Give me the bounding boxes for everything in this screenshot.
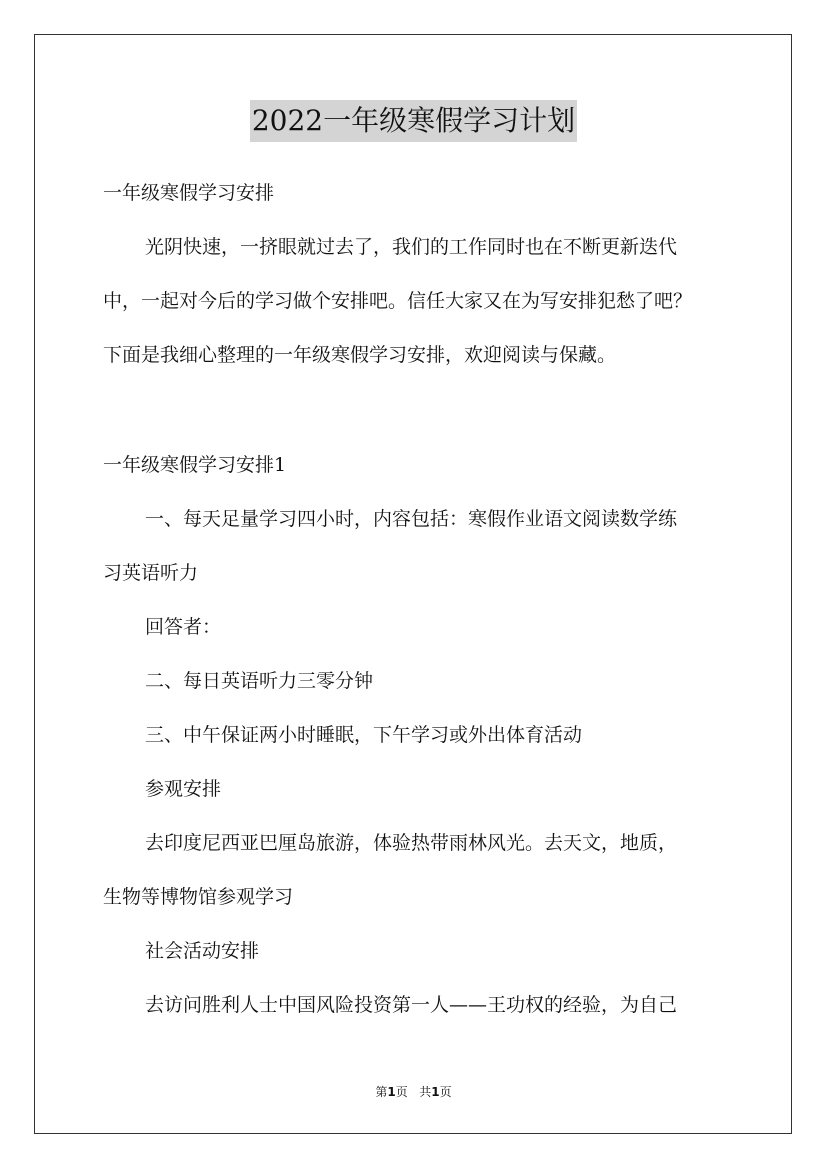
paragraph-line: 社会活动安排 <box>145 940 260 962</box>
paragraph-line: 回答者： <box>145 616 222 638</box>
paragraph-line: 去访问胜利人士中国风险投资第一人——王功权的经验，为自己 <box>145 994 678 1016</box>
paragraph-line: 三、中午保证两小时睡眠，下午学习或外出体育活动 <box>145 724 583 746</box>
paragraph-line: 下面是我细心整理的一年级寒假学习安排，欢迎阅读与保藏。 <box>103 344 617 366</box>
paragraph-line: 二、每日英语听力三零分钟 <box>145 670 374 692</box>
paragraph-line: 生物等博物馆参观学习 <box>103 886 294 908</box>
paragraph-line: 去印度尼西亚巴厘岛旅游，体验热带雨林风光。去天文，地质， <box>145 832 678 854</box>
section-heading: 一年级寒假学习安排 <box>103 182 275 204</box>
title-container <box>0 100 827 142</box>
paragraph-line: 光阴快速，一挤眼就过去了，我们的工作同时也在不断更新迭代 <box>145 236 678 258</box>
footer-total-number: 1 <box>431 1085 440 1099</box>
document-title: 2022一年级寒假学习计划 <box>250 100 577 142</box>
page-footer <box>0 1083 827 1101</box>
footer-page-prefix: 第 <box>375 1085 388 1099</box>
footer-total-prefix: 共 <box>419 1085 432 1099</box>
paragraph-line: 习英语听力 <box>103 562 199 584</box>
paragraph-line: 参观安排 <box>145 778 222 800</box>
footer-page-suffix: 页 <box>395 1085 408 1099</box>
paragraph-line: 中，一起对今后的学习做个安排吧。信任大家又在为写安排犯愁了吧？ <box>103 290 693 312</box>
section-heading: 一年级寒假学习安排1 <box>103 454 287 476</box>
footer-total-suffix: 页 <box>439 1085 452 1099</box>
paragraph-line: 一、每天足量学习四小时，内容包括：寒假作业语文阅读数学练 <box>145 508 678 530</box>
footer-page-number: 1 <box>387 1085 396 1099</box>
